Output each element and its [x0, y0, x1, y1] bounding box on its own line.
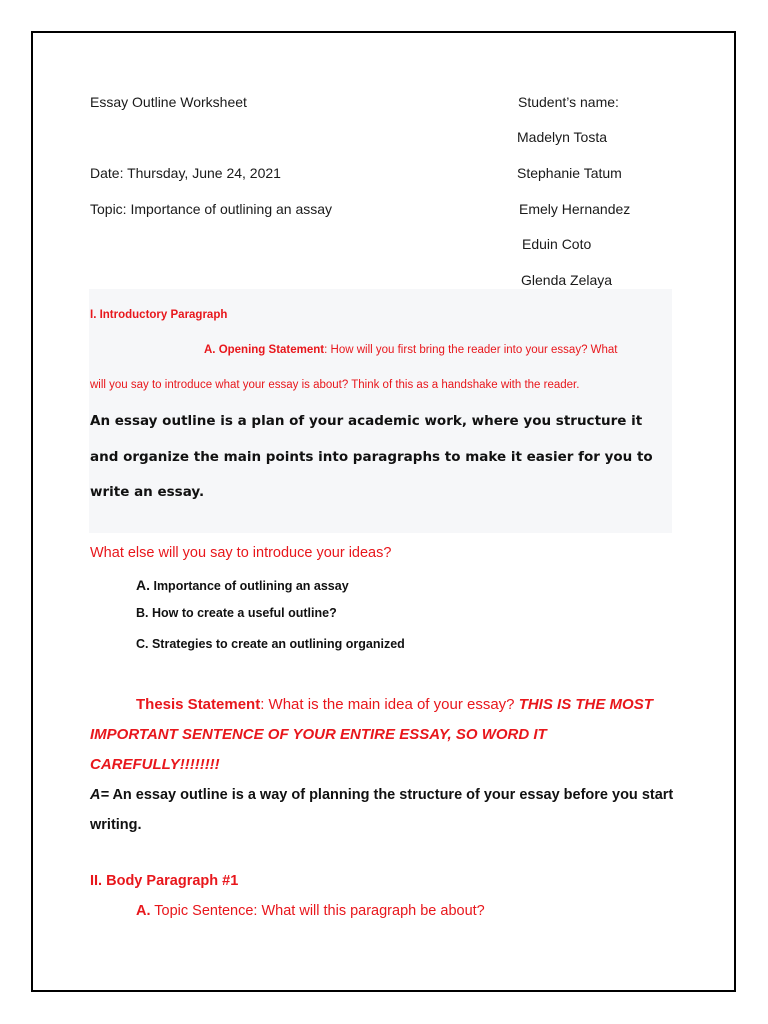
- thesis-answer: [90, 780, 680, 840]
- student-name: Stephanie Tatum: [517, 165, 622, 181]
- student-name: Emely Hernandez: [519, 201, 631, 217]
- body1-heading: II. Body Paragraph #1: [90, 873, 239, 889]
- idea-item: [136, 637, 405, 651]
- opening-statement-prompt: : How will you first bring the reader into your essay? What: [324, 344, 618, 356]
- thesis-block: [90, 690, 675, 780]
- idea-item-label: C.: [136, 637, 149, 651]
- student-name: Eduin Coto: [522, 236, 592, 252]
- thesis-prompt: : What is the main idea of your essay?: [260, 696, 519, 713]
- ideas-prompt: What else will you say to introduce your ideas?: [90, 545, 392, 561]
- body1-topic-label: A.: [136, 903, 151, 919]
- idea-item-label: A.: [136, 577, 150, 593]
- opening-statement-prompt-2: will you say to introduce what your essay is about? Think of this as a handshake with the reader.: [90, 379, 580, 391]
- thesis-answer-text: An essay outline is a way of planning the structure of your essay before you start writing.: [90, 787, 674, 833]
- worksheet-title: Essay Outline Worksheet: [90, 94, 247, 110]
- idea-item: [136, 577, 349, 593]
- student-name: Glenda Zelaya: [521, 272, 613, 288]
- idea-item-text: Importance of outlining an assay: [150, 579, 349, 593]
- students-label: Student’s name:: [518, 94, 619, 110]
- date-line: Date: Thursday, June 24, 2021: [90, 165, 281, 181]
- student-name: Madelyn Tosta: [517, 129, 608, 145]
- body1-topic-line: [136, 903, 485, 919]
- topic-line: Topic: Importance of outlining an assay: [90, 201, 333, 217]
- idea-item-label: B.: [136, 606, 149, 620]
- thesis-answer-label: A=: [90, 787, 109, 803]
- opening-statement-label: A. Opening Statement: [204, 344, 325, 356]
- opening-statement-line: [204, 344, 618, 356]
- intro-heading: I. Introductory Paragraph: [90, 309, 228, 321]
- body1-topic-prompt: Topic Sentence: What will this paragraph be about?: [150, 903, 485, 919]
- thesis-label: Thesis Statement: [136, 696, 261, 713]
- thesis-emphasis: THIS IS THE MOST IMPORTANT SENTENCE OF YOUR ENTIRE ESSAY, SO WORD IT CAREFULLY!!!!!!!!: [90, 696, 653, 773]
- idea-item: [136, 606, 337, 620]
- idea-item-text: How to create a useful outline?: [148, 606, 337, 620]
- idea-item-text: Strategies to create an outlining organized: [148, 637, 405, 651]
- opening-statement-answer: An essay outline is a plan of your academic work, where you structure it and organize the main points into paragraphs to make it easier for you to write an essay.: [90, 413, 653, 500]
